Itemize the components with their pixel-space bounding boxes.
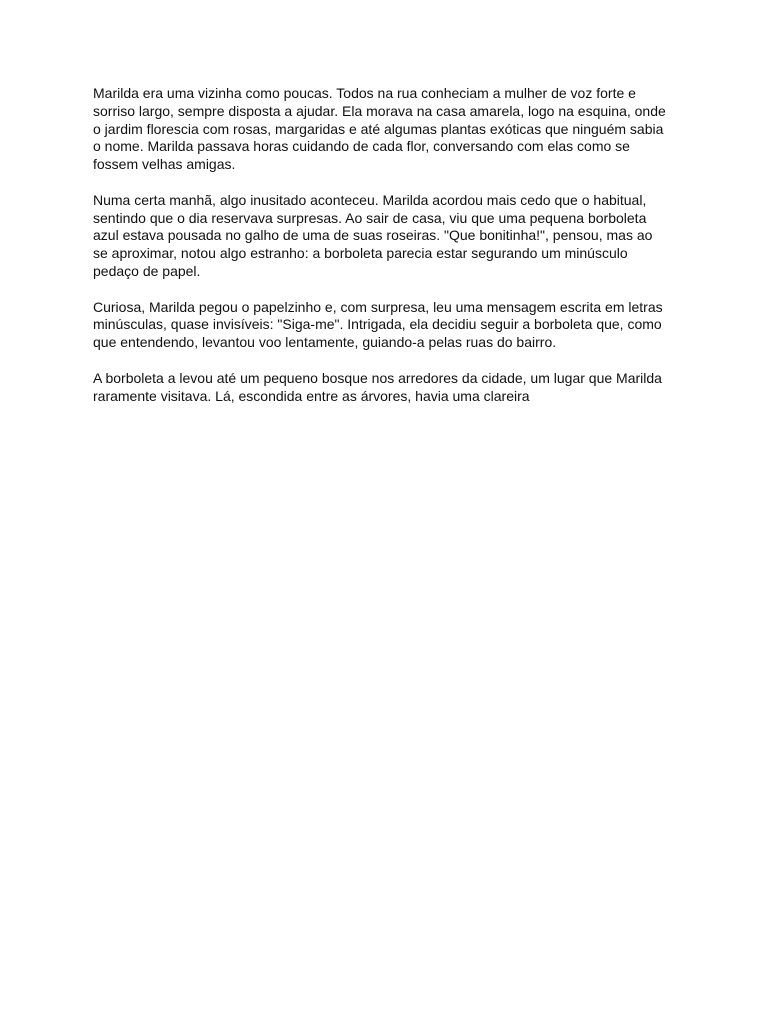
paragraph-4: A borboleta a levou até um pequeno bosque nos arredores da cidade, um lugar que Marilda raramente visitava. Lá, escondida entre as árvores, havia uma clareira: [93, 369, 662, 404]
paragraph-3: Curiosa, Marilda pegou o papelzinho e, com surpresa, leu uma mensagem escrita em letras minúsculas, quase invisíveis: "Siga-me". Intrigada, ela decidiu seguir a borboleta que, como que entendendo, levantou voo lentamente, guiando-a pelas ruas do bairro.: [93, 298, 663, 351]
paragraph-2: Numa certa manhã, algo inusitado aconteceu. Marilda acordou mais cedo que o habitual, sentindo que o dia reservava surpresas. Ao sair de casa, viu que uma pequena borboleta azul estava pousada no galho de uma de suas roseiras. "Que bonitinha!", pensou, mas ao se aproximar, notou algo estranho: a borboleta parecia estar segurando um minúsculo pedaço de papel.: [93, 191, 653, 279]
document-body: [93, 85, 683, 423]
paragraph-1: Marilda era uma vizinha como poucas. Todos na rua conheciam a mulher de voz forte e sorriso largo, sempre disposta a ajudar. Ela morava na casa amarela, logo na esquina, onde o jardim florescia com rosas, margaridas e até algumas plantas exóticas que ninguém sabia o nome. Marilda passava horas cuidando de cada flor, conversando com elas como se fossem velhas amigas.: [93, 85, 666, 173]
